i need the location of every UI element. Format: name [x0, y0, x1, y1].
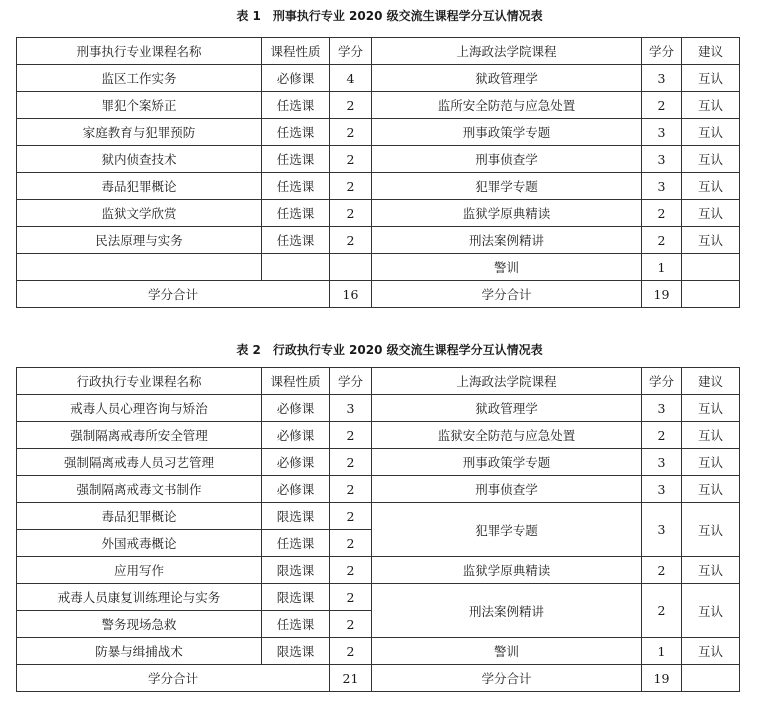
- sspu-credits: 3: [642, 395, 682, 422]
- sspu-credits: 3: [642, 65, 682, 92]
- header-credits: 学分: [330, 38, 372, 65]
- header-credits: 学分: [330, 368, 372, 395]
- sspu-credits: 2: [642, 200, 682, 227]
- table-row: [17, 422, 740, 449]
- course-type: 必修课: [262, 395, 330, 422]
- course-name: 戒毒人员心理咨询与矫治: [17, 395, 262, 422]
- credits: 2: [330, 92, 372, 119]
- course-name: 监区工作实务: [17, 65, 262, 92]
- table-row: [17, 449, 740, 476]
- sspu-credits: 2: [642, 584, 682, 638]
- table-row: [17, 173, 740, 200]
- course-name: 毒品犯罪概论: [17, 173, 262, 200]
- table2-credit-recognition: [16, 367, 740, 692]
- sspu-credits: 3: [642, 449, 682, 476]
- total-credits: 16: [330, 281, 372, 308]
- recommendation: 互认: [682, 584, 740, 638]
- recommendation: [682, 254, 740, 281]
- sspu-course: 刑事政策学专题: [372, 449, 642, 476]
- credits: 4: [330, 65, 372, 92]
- table-row: [17, 584, 740, 611]
- header-recommendation: 建议: [682, 368, 740, 395]
- table-row: [17, 146, 740, 173]
- recommendation: 互认: [682, 503, 740, 557]
- course-type: 任选课: [262, 92, 330, 119]
- total-row: [17, 665, 740, 692]
- table-row: [17, 119, 740, 146]
- table-row: [17, 227, 740, 254]
- sspu-credits: 2: [642, 227, 682, 254]
- course-name: 强制隔离戒毒所安全管理: [17, 422, 262, 449]
- course-name: [17, 254, 262, 281]
- sspu-credits: 1: [642, 638, 682, 665]
- sspu-course: 监狱学原典精读: [372, 200, 642, 227]
- credits: 3: [330, 395, 372, 422]
- total-empty: [682, 665, 740, 692]
- header-course-type: 课程性质: [262, 368, 330, 395]
- course-type: 任选课: [262, 530, 330, 557]
- credits: 2: [330, 611, 372, 638]
- course-type: 限选课: [262, 584, 330, 611]
- course-type: 必修课: [262, 422, 330, 449]
- total-row: [17, 281, 740, 308]
- course-type: 必修课: [262, 65, 330, 92]
- recommendation: 互认: [682, 146, 740, 173]
- course-type: 任选课: [262, 200, 330, 227]
- course-type: 任选课: [262, 227, 330, 254]
- recommendation: 互认: [682, 65, 740, 92]
- sspu-course: 狱政管理学: [372, 395, 642, 422]
- table-row: [17, 92, 740, 119]
- course-name: 家庭教育与犯罪预防: [17, 119, 262, 146]
- sspu-credits: 2: [642, 557, 682, 584]
- table-row: [17, 254, 740, 281]
- header-course-name: 行政执行专业课程名称: [17, 368, 262, 395]
- sspu-course: 监狱安全防范与应急处置: [372, 422, 642, 449]
- sspu-course: 刑法案例精讲: [372, 584, 642, 638]
- table-row: [17, 638, 740, 665]
- course-type: 必修课: [262, 449, 330, 476]
- total-credits-sspu: 19: [642, 665, 682, 692]
- total-credits-sspu: 19: [642, 281, 682, 308]
- header-sspu-course: 上海政法学院课程: [372, 38, 642, 65]
- credits: 2: [330, 638, 372, 665]
- course-name: 监狱文学欣赏: [17, 200, 262, 227]
- header-course-type: 课程性质: [262, 38, 330, 65]
- recommendation: 互认: [682, 200, 740, 227]
- table-row: [17, 503, 740, 530]
- recommendation: 互认: [682, 173, 740, 200]
- recommendation: 互认: [682, 227, 740, 254]
- sspu-credits: 2: [642, 422, 682, 449]
- course-name: 狱内侦查技术: [17, 146, 262, 173]
- sspu-course: 犯罪学专题: [372, 503, 642, 557]
- credits: 2: [330, 503, 372, 530]
- sspu-credits: 3: [642, 476, 682, 503]
- table1-credit-recognition: [16, 37, 740, 308]
- header-course-name: 刑事执行专业课程名称: [17, 38, 262, 65]
- course-type: 任选课: [262, 119, 330, 146]
- table-row: [17, 65, 740, 92]
- recommendation: 互认: [682, 119, 740, 146]
- header-sspu-course: 上海政法学院课程: [372, 368, 642, 395]
- sspu-course: 狱政管理学: [372, 65, 642, 92]
- credits: 2: [330, 200, 372, 227]
- credits: 2: [330, 584, 372, 611]
- course-name: 罪犯个案矫正: [17, 92, 262, 119]
- course-name: 应用写作: [17, 557, 262, 584]
- table-row: [17, 200, 740, 227]
- credits: 2: [330, 557, 372, 584]
- course-name: 戒毒人员康复训练理论与实务: [17, 584, 262, 611]
- table-header-row: [17, 38, 740, 65]
- recommendation: 互认: [682, 422, 740, 449]
- sspu-credits: 3: [642, 173, 682, 200]
- table1-caption: 表 1 刑事执行专业 2020 级交流生课程学分互认情况表: [236, 9, 543, 23]
- recommendation: 互认: [682, 395, 740, 422]
- course-type: 必修课: [262, 476, 330, 503]
- course-name: 警务现场急救: [17, 611, 262, 638]
- total-label: 学分合计: [17, 281, 330, 308]
- sspu-course: 监狱学原典精读: [372, 557, 642, 584]
- sspu-credits: 2: [642, 92, 682, 119]
- recommendation: 互认: [682, 449, 740, 476]
- credits: 2: [330, 422, 372, 449]
- header-recommendation: 建议: [682, 38, 740, 65]
- total-label-sspu: 学分合计: [372, 665, 642, 692]
- credits: 2: [330, 173, 372, 200]
- course-type: 限选课: [262, 557, 330, 584]
- credits: 2: [330, 227, 372, 254]
- total-empty: [682, 281, 740, 308]
- total-label: 学分合计: [17, 665, 330, 692]
- sspu-course: 刑事侦查学: [372, 476, 642, 503]
- recommendation: 互认: [682, 557, 740, 584]
- course-name: 强制隔离戒毒文书制作: [17, 476, 262, 503]
- course-type: 限选课: [262, 638, 330, 665]
- course-type: 任选课: [262, 173, 330, 200]
- course-type: 限选课: [262, 503, 330, 530]
- credits: 2: [330, 119, 372, 146]
- total-label-sspu: 学分合计: [372, 281, 642, 308]
- table-row: [17, 476, 740, 503]
- course-type: 任选课: [262, 146, 330, 173]
- table-header-row: [17, 368, 740, 395]
- course-name: 毒品犯罪概论: [17, 503, 262, 530]
- header-sspu-credits: 学分: [642, 368, 682, 395]
- credits: 2: [330, 146, 372, 173]
- course-name: 防暴与缉捕战术: [17, 638, 262, 665]
- table-row: [17, 395, 740, 422]
- sspu-course: 刑事政策学专题: [372, 119, 642, 146]
- credits: 2: [330, 476, 372, 503]
- table2-caption: 表 2 行政执行专业 2020 级交流生课程学分互认情况表: [236, 343, 543, 357]
- course-name: 外国戒毒概论: [17, 530, 262, 557]
- sspu-credits: 3: [642, 119, 682, 146]
- sspu-credits: 3: [642, 503, 682, 557]
- sspu-course: 犯罪学专题: [372, 173, 642, 200]
- sspu-course: 警训: [372, 638, 642, 665]
- recommendation: 互认: [682, 476, 740, 503]
- sspu-course: 监所安全防范与应急处置: [372, 92, 642, 119]
- course-name: 强制隔离戒毒人员习艺管理: [17, 449, 262, 476]
- course-type: [262, 254, 330, 281]
- recommendation: 互认: [682, 92, 740, 119]
- total-credits: 21: [330, 665, 372, 692]
- sspu-course: 刑事侦查学: [372, 146, 642, 173]
- credits: 2: [330, 530, 372, 557]
- credits: [330, 254, 372, 281]
- sspu-course: 刑法案例精讲: [372, 227, 642, 254]
- header-sspu-credits: 学分: [642, 38, 682, 65]
- table-row: [17, 557, 740, 584]
- sspu-course: 警训: [372, 254, 642, 281]
- course-type: 任选课: [262, 611, 330, 638]
- course-name: 民法原理与实务: [17, 227, 262, 254]
- credits: 2: [330, 449, 372, 476]
- sspu-credits: 3: [642, 146, 682, 173]
- sspu-credits: 1: [642, 254, 682, 281]
- recommendation: 互认: [682, 638, 740, 665]
